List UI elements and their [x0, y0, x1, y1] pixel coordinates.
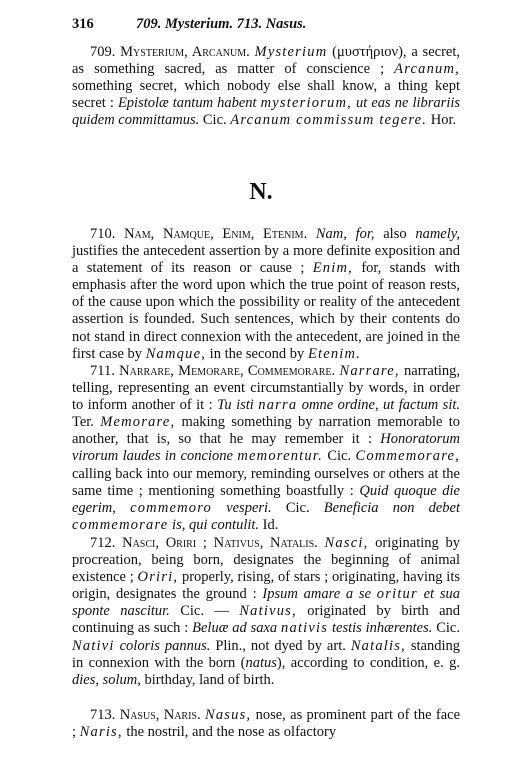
term-etenim: Etenim.	[307, 345, 362, 362]
quote: omne ordine, ut factum sit.	[301, 397, 460, 414]
entry-paragraph	[72, 44, 460, 129]
quote: testis inhærentes.	[331, 620, 433, 637]
citation: Id.	[262, 516, 279, 533]
entry-text: ), according to condition, e. g.	[276, 654, 460, 671]
entry-head: 713. Nasus, Naris.	[90, 707, 201, 723]
entry-text: something secret, which nobody else shall know, a thing kept secret :	[72, 78, 460, 112]
citation: Cic.	[285, 499, 310, 516]
term-memorare: Memorare,	[100, 414, 176, 431]
term-commemorare: Commemorare,	[355, 448, 460, 465]
entry-text: (μυστήριον), a secret, as something sacred, as matter of conscience ;	[72, 44, 460, 78]
entry-713	[72, 707, 460, 741]
citation: Ter.	[72, 414, 94, 431]
entry-text: originating by procreation, being born, designates the beginning of animal existence ;	[72, 535, 460, 586]
entry-711	[72, 363, 460, 534]
running-title: 709. Mysterium. 713. Nasus.	[136, 16, 307, 32]
term-arcanum: Arcanum,	[394, 61, 461, 78]
quote: Beneficia non debet	[323, 499, 461, 516]
entry-head: 712. Nasci, Oriri ; Nativus, Natalis.	[90, 535, 318, 551]
quote: Quid quoque die egerim,	[72, 482, 460, 516]
entry-text: for, stands with emphasis after the word upon which the true point of reason rests, of the cause upon which the possibility or reality of the antecedent assertion is founded. Such sentences, which by their contents do not stand in direct connexion with the antecedent, are joined in the first case by	[72, 260, 461, 362]
entry-head: 711. Narrare, Memorare, Commemorare.	[90, 363, 336, 379]
citation: Cic.	[436, 620, 460, 637]
quote: Arcanum commissum tegere.	[230, 112, 428, 129]
citation: Cic. —	[180, 603, 229, 620]
entry-text: properly, rising, of stars ; originating, having its origin, designates the ground :	[72, 569, 460, 603]
term-nasci: Nasci,	[324, 535, 369, 551]
term-naris: Naris,	[79, 724, 123, 741]
entry-paragraph	[72, 707, 460, 741]
entry-text: also	[383, 226, 407, 242]
term: mysteriorum,	[260, 95, 352, 112]
term-natalis: Natalis,	[350, 637, 406, 654]
quote: et sua sponte nascitur.	[72, 586, 461, 620]
quote: Epistolæ tantum habent	[117, 95, 257, 112]
quote: Tu isti	[217, 397, 254, 414]
term-nativus: Nativus,	[239, 603, 297, 620]
entry-709	[72, 44, 460, 129]
entry-text: standing in connexion with the born (	[72, 637, 461, 671]
quote: natus	[245, 654, 277, 671]
entry-text: the nostril, and the nose as olfactory	[126, 724, 337, 741]
entry-text: in the second by	[209, 345, 305, 362]
quote: vesperi.	[226, 499, 272, 516]
term-mysterium: Mysterium	[254, 44, 328, 60]
quote: is, qui contulit.	[172, 516, 260, 533]
entry-712	[72, 535, 460, 689]
entry-text: originated by birth and continuing as such :	[72, 603, 461, 637]
term: commemorare	[72, 516, 169, 533]
quote: Ipsum amare a se	[262, 586, 372, 603]
citation: Cic.	[327, 448, 352, 465]
term-namque: Namque,	[145, 345, 207, 362]
entry-text: birthday, land of birth.	[144, 671, 275, 688]
citation: Hor.	[430, 112, 457, 129]
entry-head: 709. Mysterium, Arcanum.	[90, 44, 250, 60]
entry-text: nose, as prominent part of the face ;	[72, 707, 461, 741]
quote: Beluæ ad saxa	[192, 620, 278, 637]
entry-text: narrating, telling, representing an event circumstantially by words, in order to inform another of it :	[72, 363, 461, 414]
entry-head: 710. Nam, Namque, Enim, Etenim.	[90, 226, 308, 242]
section-letter: N.	[249, 179, 273, 205]
quote: dies, solum,	[72, 671, 141, 688]
term: oritur	[376, 586, 418, 603]
citation: Plin., not dyed by art.	[215, 637, 346, 654]
entry-text: calling back into our memory, reminding ourselves or others at the same time ; mentioning something boastfully :	[72, 465, 460, 499]
term-nam: Nam, for,	[315, 226, 375, 242]
entry-text: making something by narration memorable to another, that is, so that he may remember it :	[72, 414, 461, 448]
term-narrare: Narrare,	[339, 363, 400, 379]
page-number: 316	[72, 16, 94, 32]
quote: coloris pannus.	[119, 637, 211, 654]
term-oriri: Oriri,	[137, 569, 179, 586]
entry-710	[72, 226, 460, 363]
entry-paragraph	[72, 226, 460, 363]
entry-text: justifies the antecedent assertion by a more definite exposition and a statement of its reason or cause ;	[72, 243, 460, 277]
entry-paragraph	[72, 535, 460, 689]
term-nasus: Nasus,	[204, 707, 252, 723]
term: Nativi	[72, 637, 115, 654]
page-header	[72, 14, 460, 34]
term: nativis	[281, 620, 329, 637]
entry-paragraph	[72, 363, 460, 534]
term: narra	[258, 397, 298, 414]
entry-text: namely,	[415, 226, 461, 242]
term-enim: Enim,	[312, 260, 353, 277]
quote: Honoratorum virorum laudes in concione	[72, 431, 461, 465]
term: commemoro	[130, 499, 213, 516]
quote: ut eas ne librariis quidem committamus.	[72, 95, 461, 129]
term: memorentur.	[237, 448, 323, 465]
citation: Cic.	[202, 112, 227, 129]
